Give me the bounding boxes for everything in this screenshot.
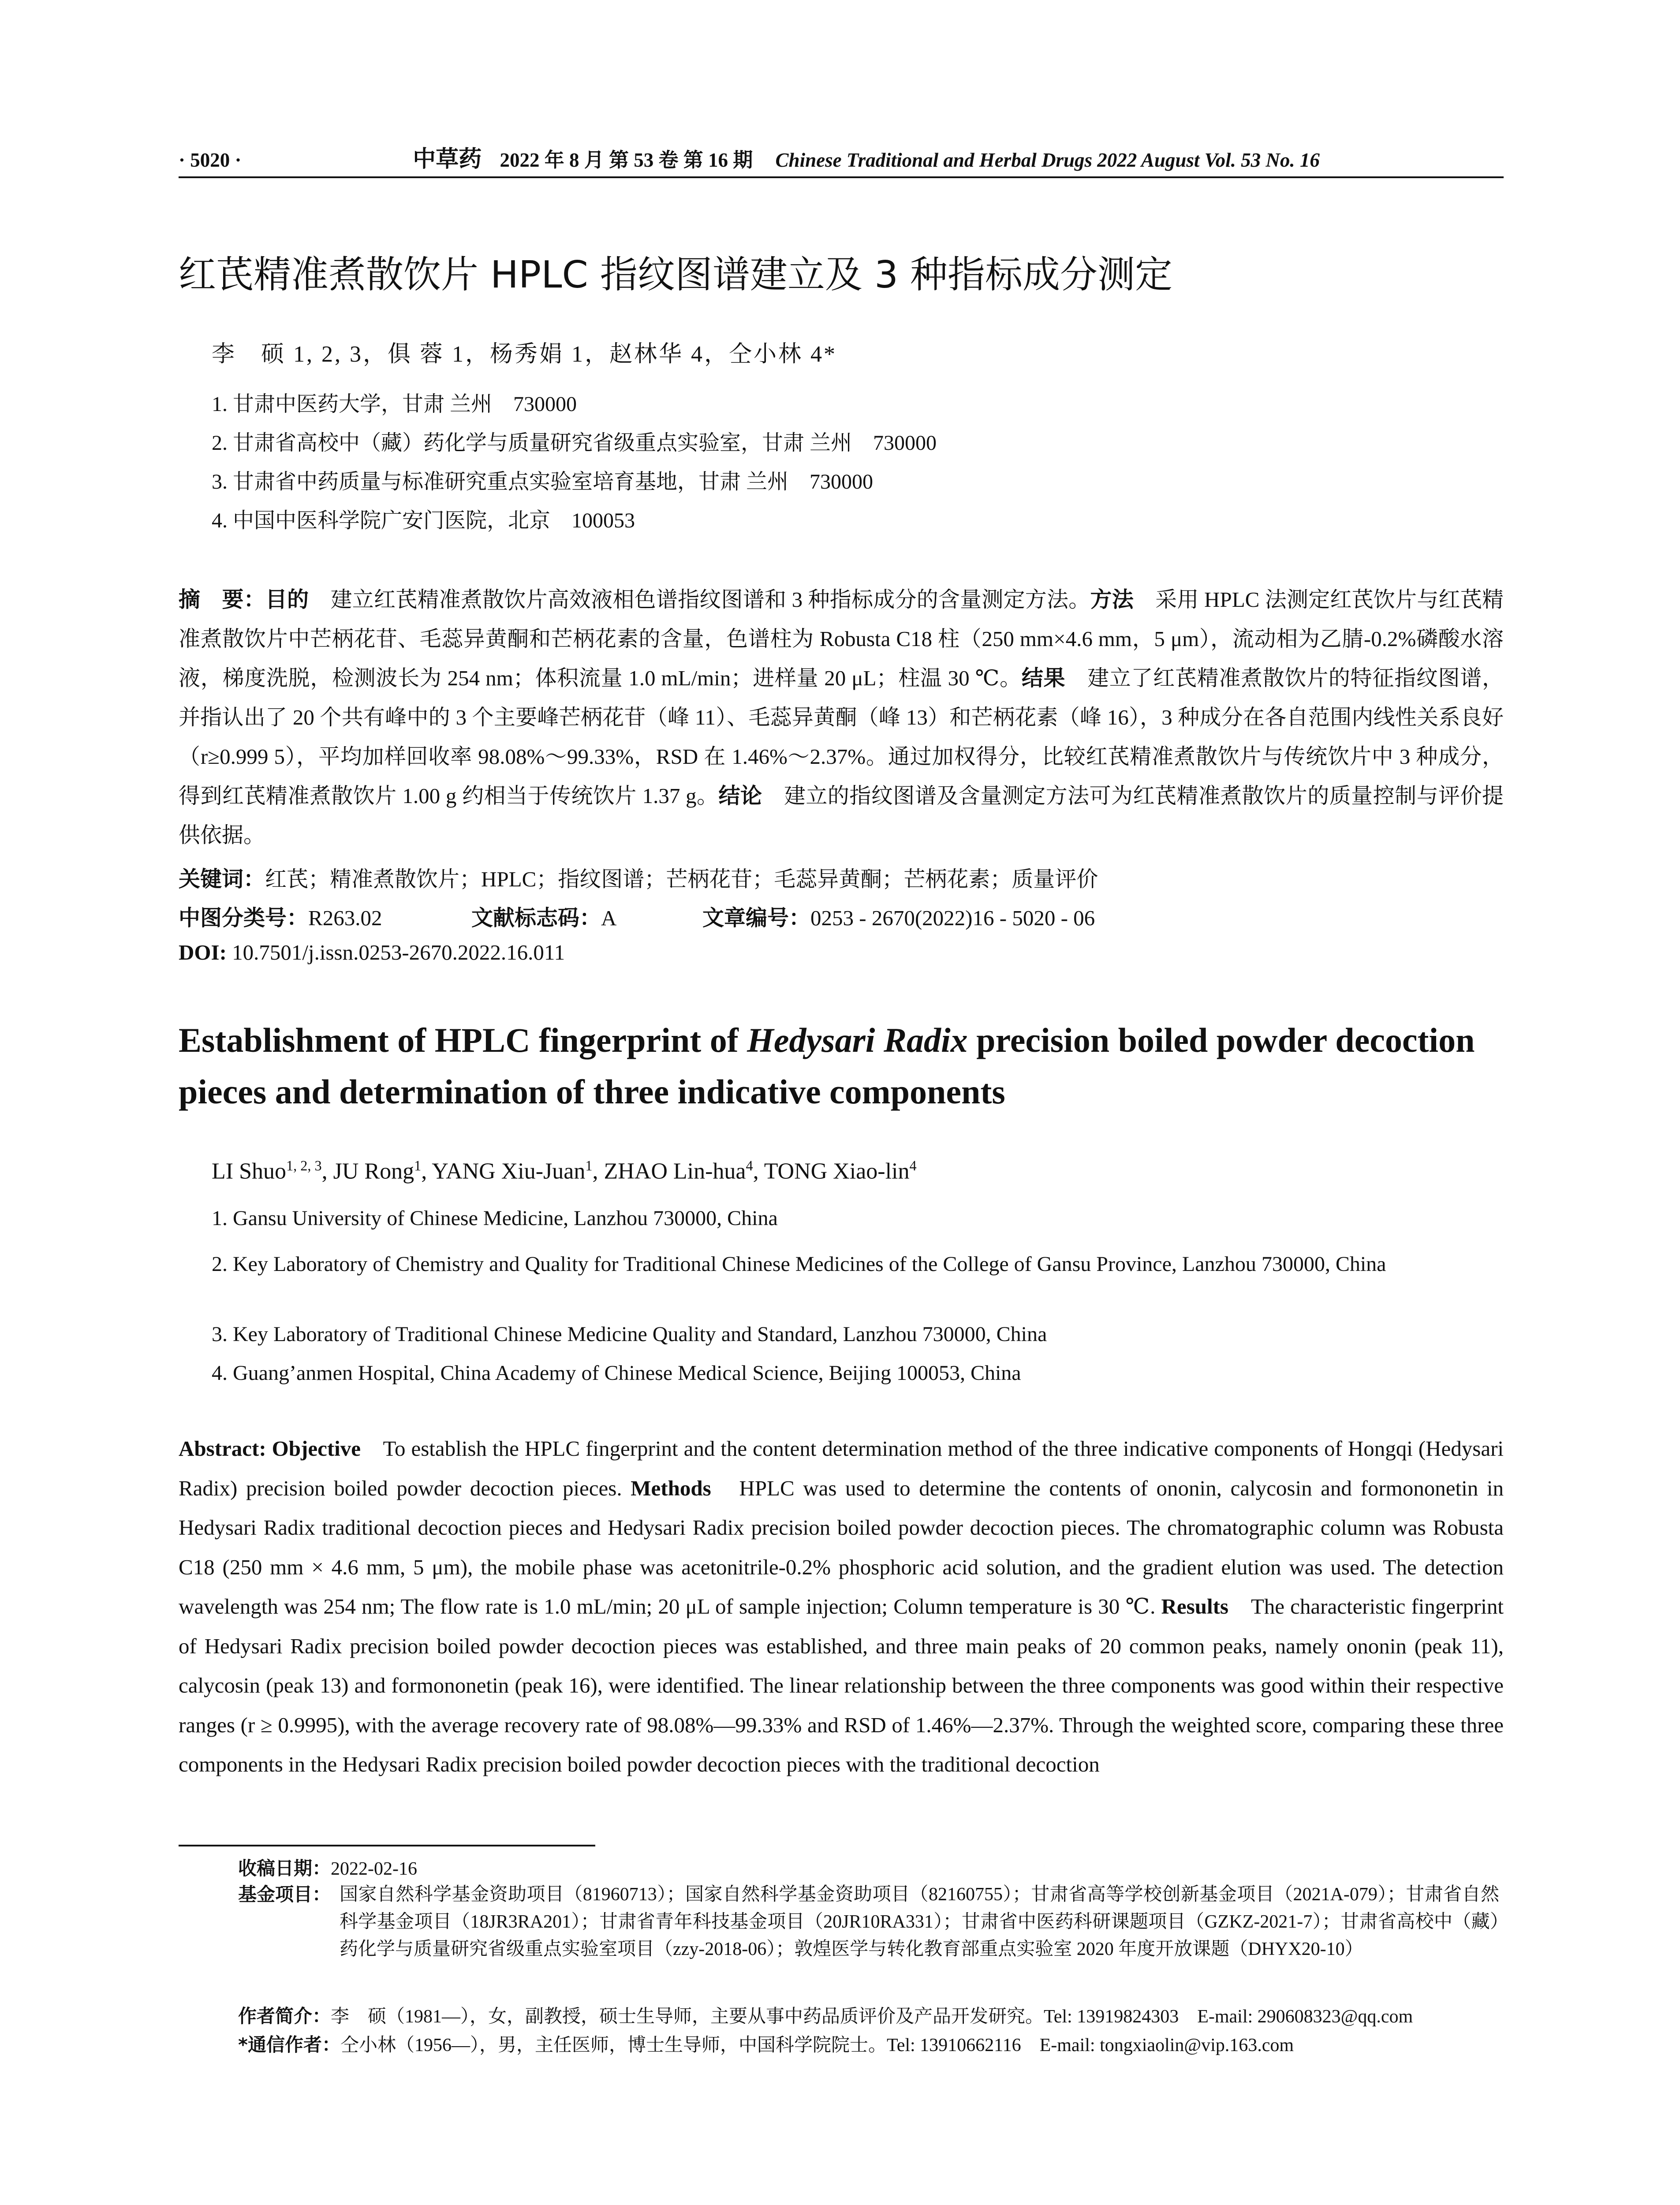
title-en-part2: precision boiled powder decoction pieces and determination of three indicative components	[179, 1021, 1475, 1111]
header-divider	[179, 176, 1504, 178]
article-title-en	[179, 1014, 1504, 1117]
journal-name-en: Chinese Traditional and Herbal Drugs 2022 August Vol. 53 No. 16	[775, 149, 1320, 171]
footnote-divider	[179, 1845, 595, 1846]
clc-value: R263.02	[308, 906, 382, 930]
doi-line	[179, 940, 565, 965]
author-bio-value: 李 硕（1981—），女，副教授，硕士生导师，主要从事中药品质评价及产品开发研究。Tel: 13919824303 E-mail: 290608323@qq.com	[331, 2007, 1413, 2027]
title-en-part1: Establishment of HPLC fingerprint of	[179, 1021, 747, 1059]
affiliation-en-2: 2. Key Laboratory of Chemistry and Quality for Traditional Chinese Medicines of the College of Gansu Province, Lanzhou 730000, China	[212, 1252, 1386, 1276]
results-text-cn: 建立了红芪精准煮散饮片的特征指纹图谱，并指认出了 20 个共有峰中的 3 个主要峰芒柄花苷（峰 11）、毛蕊异黄酮（峰 13）和芒柄花素（峰 16），3 种成分在各自范围内线性关系良好（r≥0.999 5），平均加样回收率 98.08%～99.33%，RSD 在 1.46%～2.37%。通过加权得分，比较红芪精准煮散饮片与传统饮片中 3 种成分，得到红芪精准煮散饮片 1.00 g 约相当于传统饮片 1.37 g。	[179, 666, 1504, 808]
objective-text-cn: 建立红芪精准煮散饮片高效液相色谱指纹图谱和 3 种指标成分的含量测定方法。	[309, 587, 1090, 612]
conclusion-text-cn: 建立的指纹图谱及含量测定方法可为红芪精准煮散饮片的质量控制与评价提供依据。	[179, 784, 1504, 847]
author-list-cn: 李 硕 1, 2, 3，俱 蓉 1，杨秀娟 1，赵林华 4，仝小林 4*	[212, 342, 837, 367]
author-bio	[238, 2002, 1504, 2031]
author-bio-label: 作者简介：	[238, 2005, 331, 2027]
affiliation-en-3: 3. Key Laboratory of Traditional Chinese Medicine Quality and Standard, Lanzhou 730000, China	[212, 1323, 1047, 1346]
corr-label: *通信作者：	[238, 2034, 340, 2056]
abstract-en	[179, 1429, 1504, 1784]
article-title-cn: 红芪精准煮散饮片 HPLC 指纹图谱建立及 3 种指标成分测定	[179, 253, 1173, 297]
page-number: · 5020 ·	[179, 149, 242, 171]
methods-label-cn: 方法	[1090, 587, 1134, 612]
affiliation-cn-1: 1. 甘肃中医药大学，甘肃 兰州 730000	[212, 392, 577, 416]
classification-line	[179, 901, 1095, 932]
abstract-cn	[179, 580, 1504, 855]
methods-label-en: Methods	[631, 1476, 711, 1500]
results-text-en: The characteristic fingerprint of Hedysari Radix precision boiled powder decoction pieces was established, and three main peaks of 20 common peaks, namely ononin (peak 11), calycosin (peak 13) and formononetin (peak 16), were identified. The linear relationship between the three components was good within their respective ranges (r ≥ 0.9995), with the average recovery rate of 98.08%—99.33% and RSD of 1.46%—2.37%. Through the weighted score, comparing these three components in the Hedysari Radix precision boiled powder decoction pieces with the traditional decoction	[179, 1594, 1504, 1776]
article-no-label: 文章编号：	[702, 905, 811, 931]
results-label-en: Results	[1161, 1594, 1229, 1618]
fund-value: 国家自然科学基金资助项目（81960713）；国家自然科学基金资助项目（82160755）；甘肃省高等学校创新基金项目（2021A-079）；甘肃省自然科学基金项目（18JR3RA201）；甘肃省青年科技基金项目（20JR10RA331）；甘肃省中医药科研课题项目（GZKZ-2021-7）；甘肃省高校中（藏）药化学与质量研究省级重点实验室项目（zzy-2018-06）；敦煌医学与转化教育部重点实验室 2020 年度开放课题（DHYX20-10）	[340, 1884, 1499, 1959]
results-label-cn: 结果	[1021, 665, 1066, 691]
funding-note	[238, 1881, 1504, 1963]
affiliation-en-4: 4. Guang’anmen Hospital, China Academy of Chinese Medical Science, Beijing 100053, China	[212, 1361, 1021, 1385]
doi-label: DOI:	[179, 940, 227, 964]
abstract-label-en: Abstract: Objective	[179, 1436, 361, 1461]
doi-value: 10.7501/j.issn.0253-2670.2022.16.011	[226, 940, 565, 964]
keywords-cn	[179, 862, 1098, 893]
keywords-value-cn: 红芪；精准煮散饮片；HPLC；指纹图谱；芒柄花苷；毛蕊异黄酮；芒柄花素；质量评价	[265, 867, 1098, 891]
methods-text-cn: 采用 HPLC 法测定红芪饮片与红芪精准煮散饮片中芒柄花苷、毛蕊异黄酮和芒柄花素的含量，色谱柱为 Robusta C18 柱（250 mm×4.6 mm，5 μm），流动相为乙腈-0.2%磷酸水溶液，梯度洗脱，检测波长为 254 nm；体积流量 1.0 mL/min；进样量 20 μL；柱温 30 ℃。	[179, 587, 1504, 690]
author-list-en: LI Shuo$^{1, 2, 3}$, JU Rong$^1$, YANG Xiu-Juan$^1$, ZHAO Lin-hua$^4$, TONG Xiao-lin$^4$	[212, 1158, 917, 1184]
running-header	[179, 140, 1501, 173]
objective-text-en: To establish the HPLC fingerprint and the content determination method of the three indicative components of Hongqi (Hedysari Radix) precision boiled powder decoction pieces.	[179, 1436, 1504, 1500]
corr-value: 仝小林（1956—），男，主任医师，博士生导师，中国科学院院士。Tel: 13910662116 E-mail: tongxiaolin@vip.163.com	[340, 2035, 1294, 2056]
objective-label-cn: 目的	[265, 587, 309, 612]
affiliation-en-1: 1. Gansu University of Chinese Medicine, Lanzhou 730000, China	[212, 1207, 778, 1230]
conclusion-label-cn: 结论	[718, 783, 762, 808]
title-en-italic: Hedysari Radix	[747, 1021, 968, 1059]
abstract-label-cn: 摘 要：	[179, 587, 265, 612]
corresponding-author	[238, 2031, 1504, 2059]
received-date	[238, 1854, 417, 1883]
article-no-value: 0253 - 2670(2022)16 - 5020 - 06	[810, 906, 1095, 930]
received-label: 收稿日期：	[238, 1857, 331, 1879]
affiliation-cn-2: 2. 甘肃省高校中（藏）药化学与质量研究省级重点实验室，甘肃 兰州 730000	[212, 431, 937, 455]
journal-name-cn: 中草药	[413, 146, 482, 172]
keywords-label-cn: 关键词：	[179, 867, 265, 892]
received-value: 2022-02-16	[331, 1859, 417, 1879]
clc-label: 中图分类号：	[179, 905, 309, 931]
doc-code-label: 文献标志码：	[471, 905, 601, 931]
methods-text-en: HPLC was used to determine the contents of ononin, calycosin and formononetin in Hedysari Radix traditional decoction pieces and Hedysari Radix precision boiled powder decoction pieces. The chromatographic column was Robusta C18 (250 mm × 4.6 mm, 5 μm), the mobile phase was acetonitrile-0.2% phosphoric acid solution, and the gradient elution was used. The detection wavelength was 254 nm; The flow rate is 1.0 mL/min; 20 μL of sample injection; Column temperature is 30 ℃.	[179, 1476, 1504, 1618]
affiliation-cn-3: 3. 甘肃省中药质量与标准研究重点实验室培育基地，甘肃 兰州 730000	[212, 470, 874, 493]
affiliation-cn-4: 4. 中国中医科学院广安门医院，北京 100053	[212, 509, 635, 532]
journal-issue-cn: 2022 年 8 月 第 53 卷 第 16 期	[500, 149, 753, 171]
fund-label: 基金项目：	[238, 1884, 331, 1905]
doc-code-value: A	[601, 906, 617, 930]
